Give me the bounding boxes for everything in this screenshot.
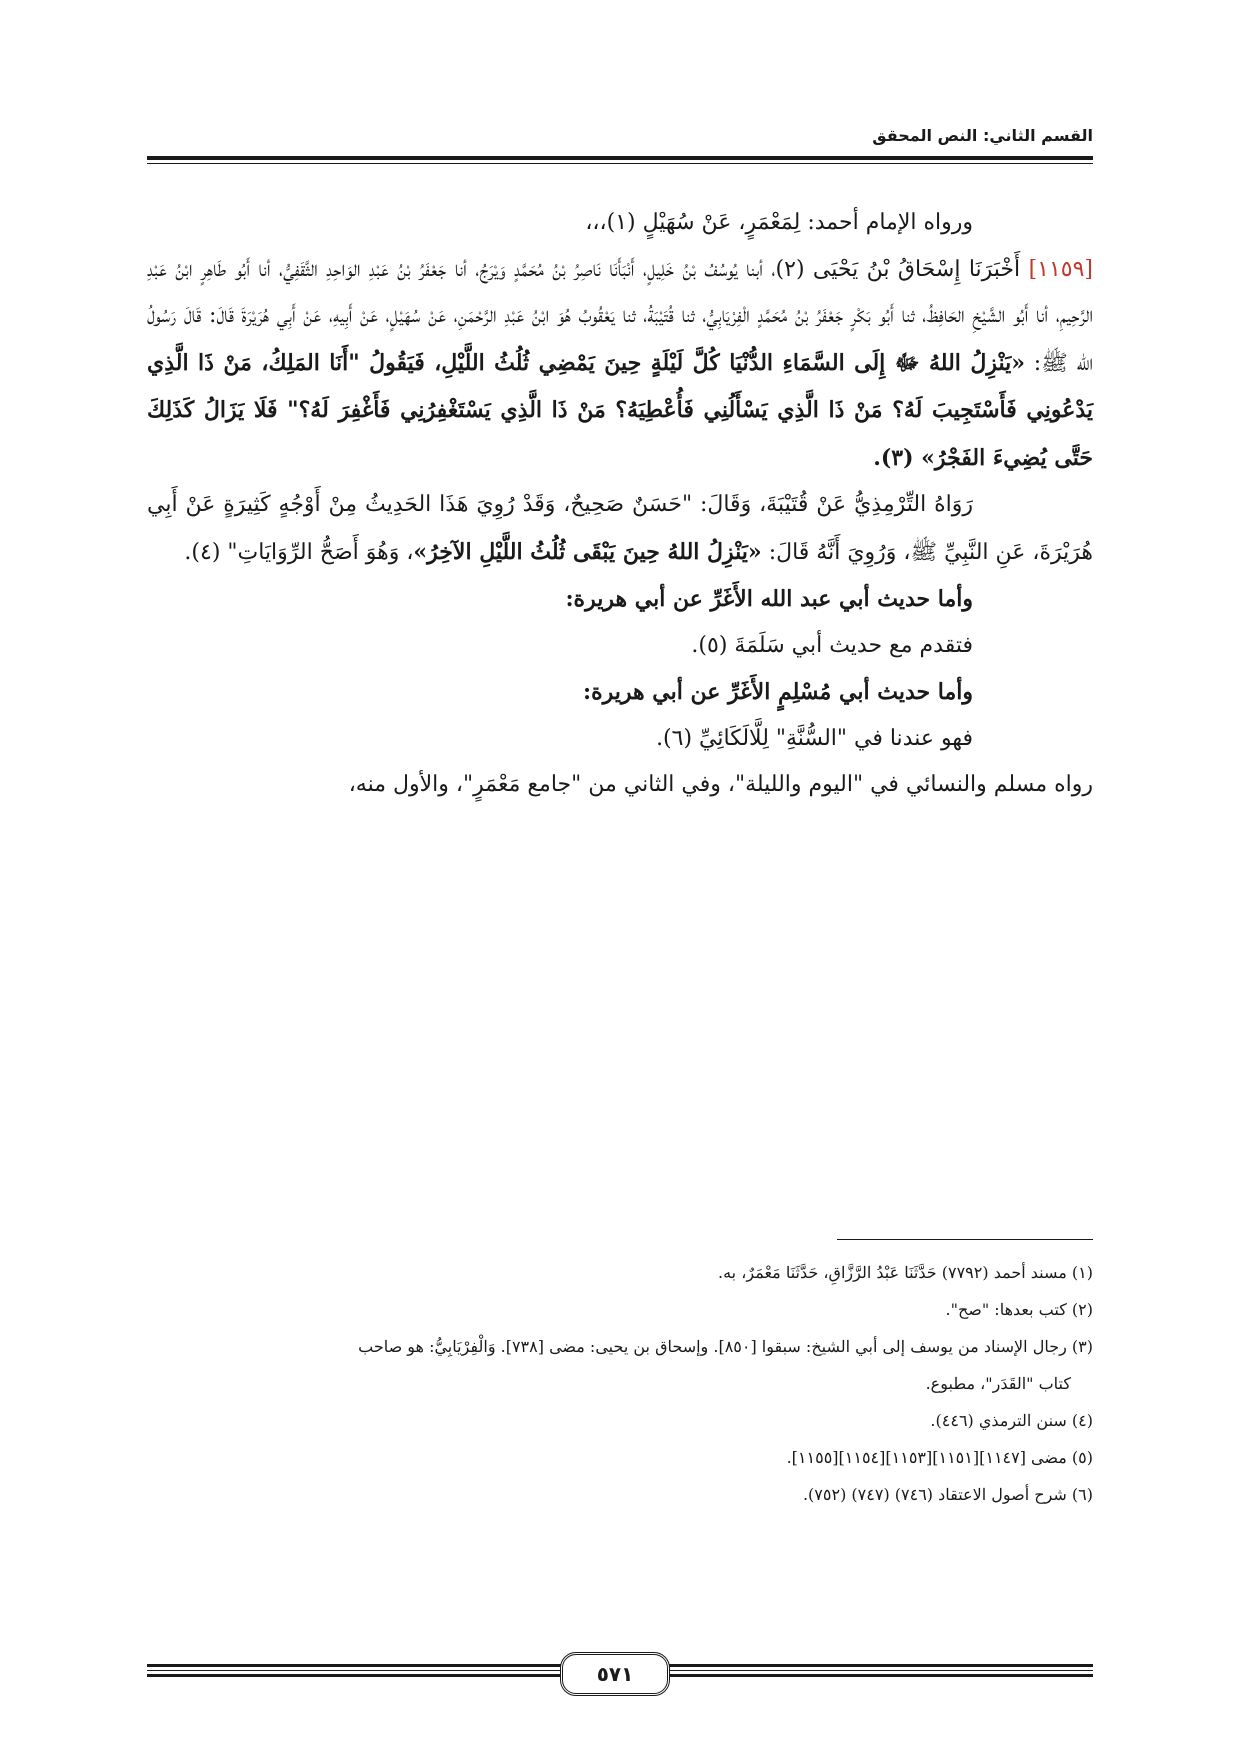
footnote-2: (٢) كتب بعدها: "صح".: [945, 1300, 1093, 1319]
paragraph-sunnah: فهو عندنا في "السُّنَّةِ" لِلَّالَكَائِيِّ (٦).: [656, 725, 973, 751]
paragraph-taqaddam: فتقدم مع حديث أبي سَلَمَةَ (٥).: [691, 632, 973, 658]
page-number: ٥٧١: [560, 1652, 670, 1696]
running-header: القسم الثاني: النص المحقق: [872, 126, 1093, 145]
footnote-6: (٦) شرح أصول الاعتقاد (٧٤٦) (٧٤٧) (٧٥٢).: [802, 1485, 1093, 1504]
section-heading-agharr-muslim: وأما حديث أبي مُسْلِمٍ الأَغَرِّ عن أبي هريرة:: [582, 679, 973, 705]
section-heading-agharr-abdullah: وأما حديث أبي عبد الله الأَغَرِّ عن أبي هريرة:: [565, 586, 973, 612]
header-rule-thin: [147, 163, 1093, 164]
hadith-matn: «يَنْزِلُ اللهُ ﷻ إِلَى السَّمَاءِ الدُّنْيَا كُلَّ لَيْلَةٍ حِينَ يَمْضِي ثُلُثُ اللَّيْلِ، فَيَقُولُ "أَنَا المَلِكُ، مَنْ ذَا الَّذِي يَدْعُونِي فَأَسْتَجِيبَ لَهُ؟ مَنْ ذَا الَّذِي يَسْأَلُنِي فَأُعْطِيَهُ؟ مَنْ ذَا الَّذِي يَسْتَغْفِرُنِي فَأَغْفِرَ لَهُ؟" فَلَا يَزَالُ كَذَلِكَ حَتَّى يُضِيءَ الفَجْرُ» (٣).: [147, 349, 1093, 471]
paragraph-hadith-1159: [147, 247, 1093, 483]
paragraph-muslim-nasai: رواه مسلم والنسائي في "اليوم والليلة"، وفي الثاني من "جامع مَعْمَرٍ"، والأول منه،: [348, 772, 1093, 797]
footnote-5: (٥) مضى [١١٤٧][١١٥١][١١٥٣][١١٥٤][١١٥٥].: [786, 1448, 1093, 1467]
header-rule: [147, 156, 1093, 160]
footnote-1: (١) مسند أحمد (٧٧٩٢) حَدَّثَنَا عَبْدُ الرَّزَّاقِ، حَدَّثَنَا مَعْمَرٌ، به.: [718, 1263, 1093, 1282]
main-text: [147, 200, 1093, 809]
paragraph-ahmad: ورواه الإمام أحمد: لِمَعْمَرٍ، عَنْ سُهَيْلٍ (١)،،،: [585, 210, 973, 235]
footnote-3-continued: كتاب "القَدَر"، مطبوع.: [925, 1374, 1071, 1393]
paragraph-tirmidhi: [147, 482, 1093, 576]
hadith-number: [١١٥٩]: [1028, 256, 1094, 282]
footnotes: [147, 1254, 1093, 1513]
footnote-separator: [837, 1239, 1093, 1240]
tirmidhi-end: ، وَهُوَ أَصَحُّ الرِّوَايَاتِ" (٤).: [184, 539, 414, 565]
isnad-text: أَخْبَرَنَا إِسْحَاقُ بْنُ يَحْيَى (٢)، أبنا يُوسُفُ بْنُ خَلِيلٍ، أَنْبَأَنَا نَاصِرُ بْنُ مُحَمَّدٍ وَيْرَجُ، أنا جَعْفَرُ بْنُ عَبْدِ الوَاحِدِ الثَّقَفِيُّ، أنا أَبُو طَاهِرٍ ابْنُ عَبْدِ الرَّحِيمِ، أنا أَبُو الشَّيْخِ الحَافِظُ، ثنا أَبُو بَكْرٍ جَعْفَرُ بْنُ مُحَمَّدٍ الْفِرْيَابِيُّ، ثنا قُتَيْبَةُ، ثنا يَعْقُوبُ هُوَ ابْنُ عَبْدِ الرَّحْمَنِ، عَنْ سُهَيْلٍ، عَنْ أَبِيهِ، عَنْ أَبِي هُرَيْرَةَ قَالَ: قَالَ رَسُولُ الله ﷺ:: [147, 256, 1094, 376]
tirmidhi-text: رَوَاهُ التِّرْمِذِيُّ عَنْ قُتَيْبَةَ، وَقَالَ: "حَسَنٌ صَحِيحٌ، وَقَدْ رُوِيَ هَذَا الحَدِيثُ مِنْ أَوْجُهٍ كَثِيرَةٍ عَنْ أَبِي هُرَيْرَةَ، عَنِ النَّبِيِّ ﷺ، وَرُوِيَ أَنَّهُ قَالَ:: [147, 492, 1093, 565]
hadith-matn-2: «يَنْزِلُ اللهُ حِينَ يَبْقَى ثُلُثُ اللَّيْلِ الآخِرُ»: [413, 538, 762, 565]
footnote-3: (٣) رجال الإسناد من يوسف إلى أبي الشيخ: سبقوا [٨٥٠]. وإسحاق بن يحيى: مضى [٧٣٨]. وَالْفِرْيَابِيُّ: هو صاحب: [358, 1337, 1093, 1356]
footnote-4: (٤) سنن الترمذي (٤٤٦).: [930, 1411, 1093, 1430]
